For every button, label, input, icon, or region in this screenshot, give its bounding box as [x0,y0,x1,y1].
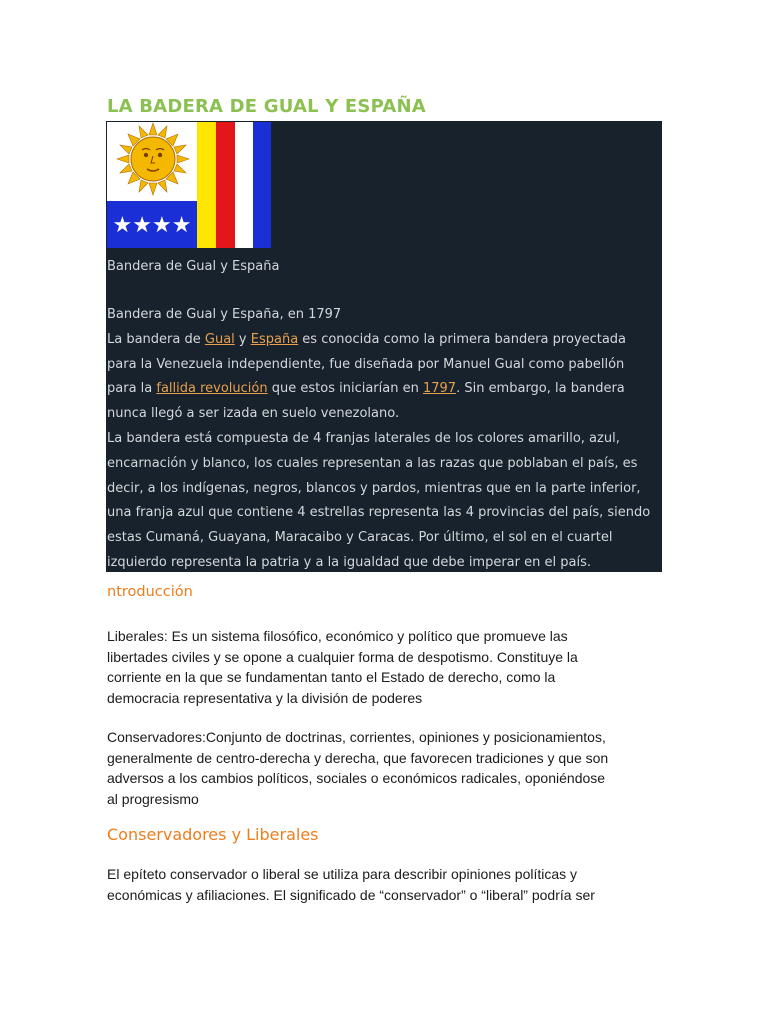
article-line-9: una franja azul que contiene 4 estrellas representa las 4 provincias del país, siendo [107,505,651,521]
paragraph-line: libertades civiles y se opone a cualquier forma de despotismo. Constituye la [107,648,578,665]
article-line-11: izquierdo representa la patria y a la igualdad que debe imperar en el país. [107,554,591,570]
link-1797[interactable]: 1797 [422,381,457,397]
text-fragment: es conocida como la primera bandera proyectada [298,331,627,347]
article-line-10: estas Cumaná, Guayana, Maracaibo y Caracas. Por último, el sol en el cuartel [107,530,613,546]
conservadores-liberales-heading: Conservadores y Liberales [107,825,319,844]
sun-icon [117,123,189,195]
paragraph-line: económicas y afiliaciones. El significado de “conservador” o “liberal” podría ser [107,886,595,903]
article-line-2 [107,328,662,353]
flag-stripe-blue [253,122,271,248]
text-fragment: . Sin embargo, la bandera [456,381,625,397]
flag-article-panel [106,121,662,572]
link-fallida-revolucion[interactable]: fallida revolución [156,381,268,397]
flag-stripe-white [235,122,253,248]
article-line-3: para la Venezuela independiente, fue diseñada por Manuel Gual como pabellón [107,356,625,372]
article-line-4 [107,377,662,402]
paragraph-line: Conservadores:Conjunto de doctrinas, corrientes, opiniones y posicionamientos, [107,729,606,745]
flag-caption: Bandera de Gual y España [107,259,280,274]
conservadores-paragraph [107,727,647,809]
text-fragment: que estos iniciarían en [267,381,423,397]
paragraph-line: corriente en la que se fundamentan tanto el Estado de derecho, como la [107,669,556,685]
article-line-5: nunca llegó a ser izada en suelo venezolano. [107,406,400,422]
gual-espana-flag-image [107,122,271,248]
flag-article-text [107,303,662,572]
paragraph-line: al progresismo [107,790,199,807]
paragraph-line: generalmente de centro-derecha y derecha, que favorecen tradiciones y que son [107,749,609,766]
text-fragment: y [234,331,251,347]
article-line-6: La bandera está compuesta de 4 franjas laterales de los colores amarillo, azul, [107,430,620,446]
introduccion-heading: ntroducción [107,584,193,600]
paragraph-line: democracia representativa y la división de poderes [107,689,423,706]
paragraph-line: Liberales: Es un sistema filosófico, económico y político que promueve las [107,628,568,644]
article-line-7: encarnación y blanco, los cuales representan a las razas que poblaban el país, es [107,455,638,471]
liberales-paragraph [107,626,647,708]
flag-stripe-yellow [197,122,216,248]
article-line-8: decir, a los indígenas, negros, blancos y pardos, mientras que en la parte inferior, [107,480,641,496]
paragraph-line: adversos a los cambios políticos, sociales o económicos radicales, oponiéndose [107,770,606,786]
link-espana[interactable]: España [250,331,299,347]
flag-stars: ★★★★ [112,213,192,238]
flag-stripe-red [216,122,235,248]
article-line-1: Bandera de Gual y España, en 1797 [107,307,342,322]
epiteto-paragraph [107,864,647,905]
paragraph-line: El epíteto conservador o liberal se utiliza para describir opiniones políticas y [107,866,578,882]
text-fragment: para la [107,381,157,397]
text-fragment: La bandera de [107,331,205,347]
page-title: LA BADERA DE GUAL Y ESPAÑA [107,96,426,117]
link-gual[interactable]: Gual [204,331,235,347]
